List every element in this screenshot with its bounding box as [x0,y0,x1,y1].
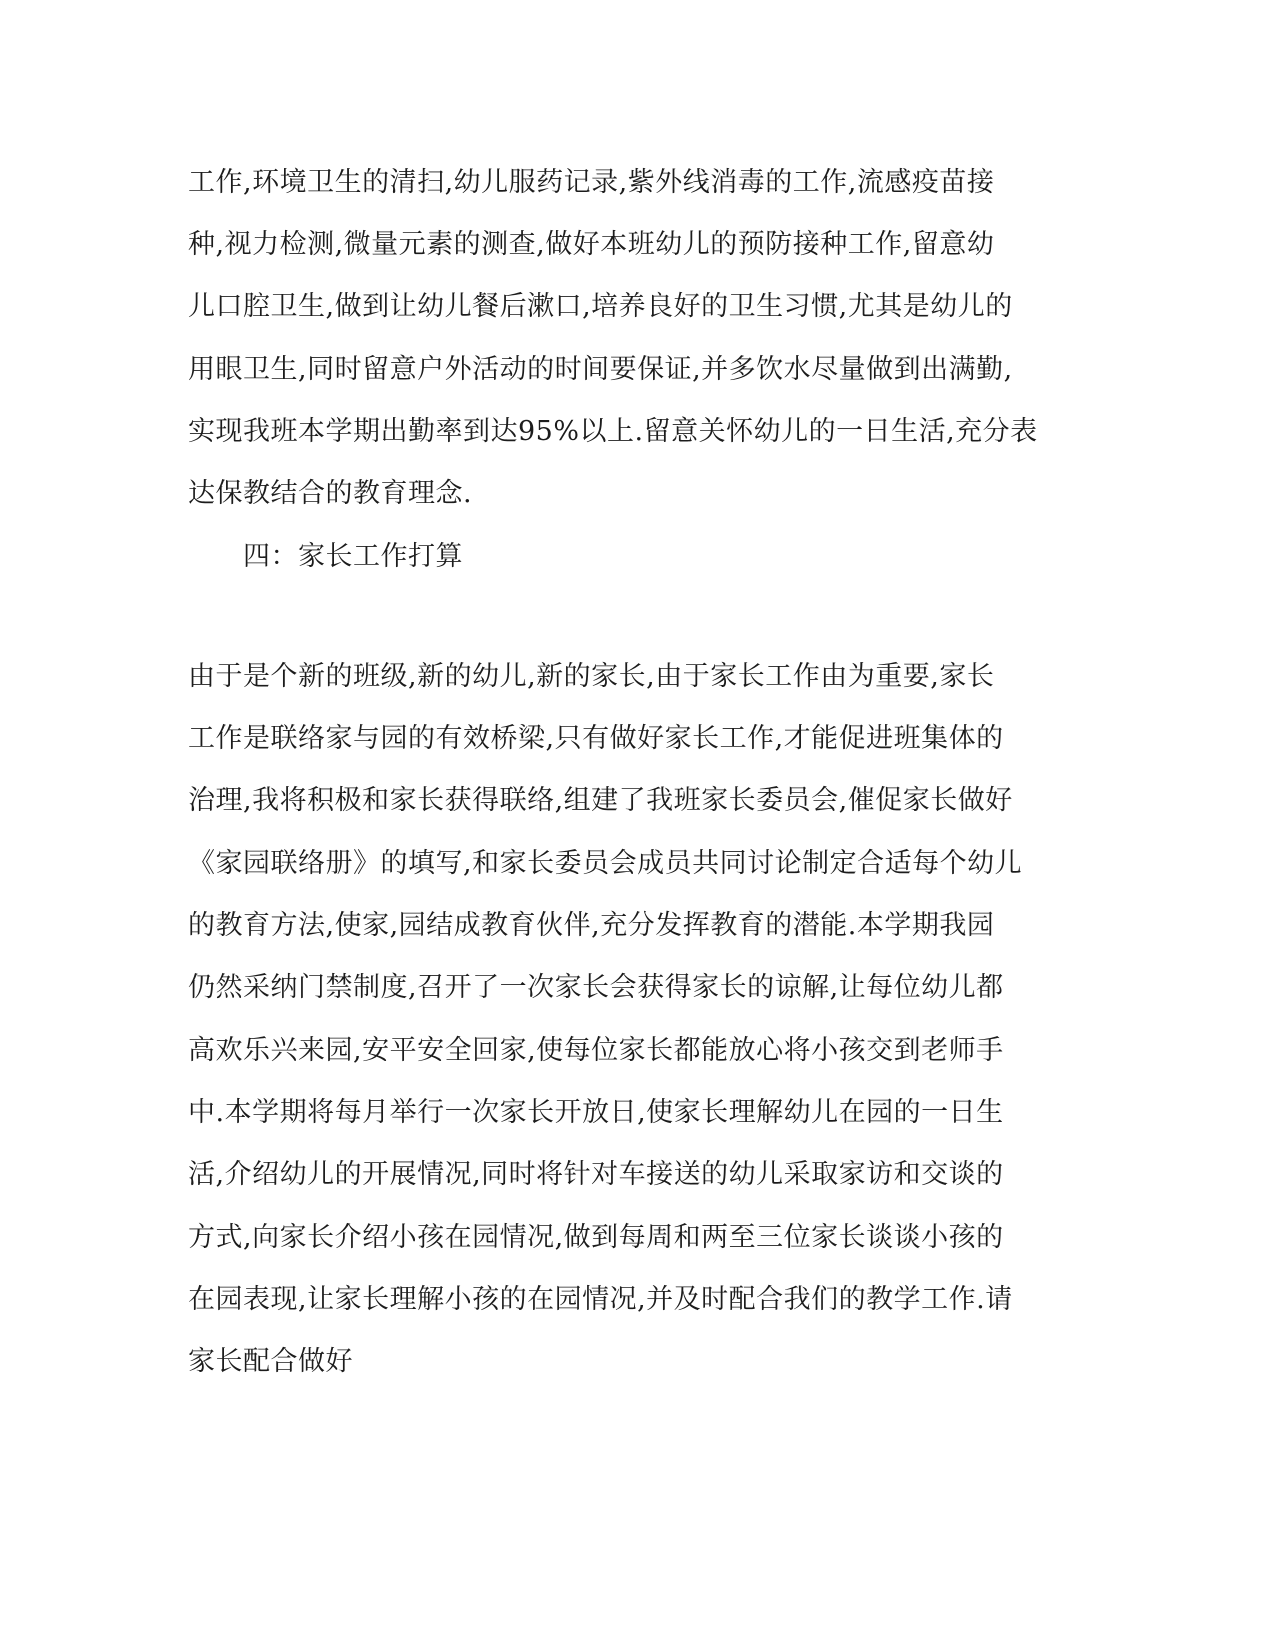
paragraph-2-line: 中.本学期将每月举行一次家长开放日,使家长理解幼儿在园的一日生 [188,1097,1004,1128]
paragraph-2-line: 在园表现,让家长理解小孩的在园情况,并及时配合我们的教学工作.请 [188,1284,1013,1315]
paragraph-2-line: 治理,我将积极和家长获得联络,组建了我班家长委员会,催促家长做好 [188,785,1013,816]
section-heading: 四：家长工作打算 [243,541,463,572]
paragraph-1-line: 实现我班本学期出勤率到达95%以上.留意关怀幼儿的一日生活,充分表 [188,416,1038,447]
paragraph-2-line: 方式,向家长介绍小孩在园情况,做到每周和两至三位家长谈谈小孩的 [188,1222,1004,1253]
paragraph-2-line: 由于是个新的班级,新的幼儿,新的家长,由于家长工作由为重要,家长 [188,661,995,692]
paragraph-2-line: 工作是联络家与园的有效桥梁,只有做好家长工作,才能促进班集体的 [188,723,1004,754]
paragraph-1-line: 工作,环境卫生的清扫,幼儿服药记录,紫外线消毒的工作,流感疫苗接 [188,167,995,198]
paragraph-1-line: 儿口腔卫生,做到让幼儿餐后漱口,培养良好的卫生习惯,尤其是幼儿的 [188,291,1013,322]
paragraph-1-line: 种,视力检测,微量元素的测查,做好本班幼儿的预防接种工作,留意幼 [188,229,995,260]
paragraph-2-line: 高欢乐兴来园,安平安全回家,使每位家长都能放心将小孩交到老师手 [188,1035,1004,1066]
paragraph-2-line: 的教育方法,使家,园结成教育伙伴,充分发挥教育的潜能.本学期我园 [188,910,995,941]
paragraph-2-line: 《家园联络册》的填写,和家长委员会成员共同讨论制定合适每个幼儿 [188,848,1023,879]
paragraph-2-line: 家长配合做好 [188,1346,353,1377]
paragraph-1-line: 达保教结合的教育理念. [188,478,473,509]
paragraph-2-line: 仍然采纳门禁制度,召开了一次家长会获得家长的谅解,让每位幼儿都 [188,972,1004,1003]
paragraph-2-line: 活,介绍幼儿的开展情况,同时将针对车接送的幼儿采取家访和交谈的 [188,1159,1004,1190]
paragraph-1-line: 用眼卫生,同时留意户外活动的时间要保证,并多饮水尽量做到出满勤, [188,354,1013,385]
